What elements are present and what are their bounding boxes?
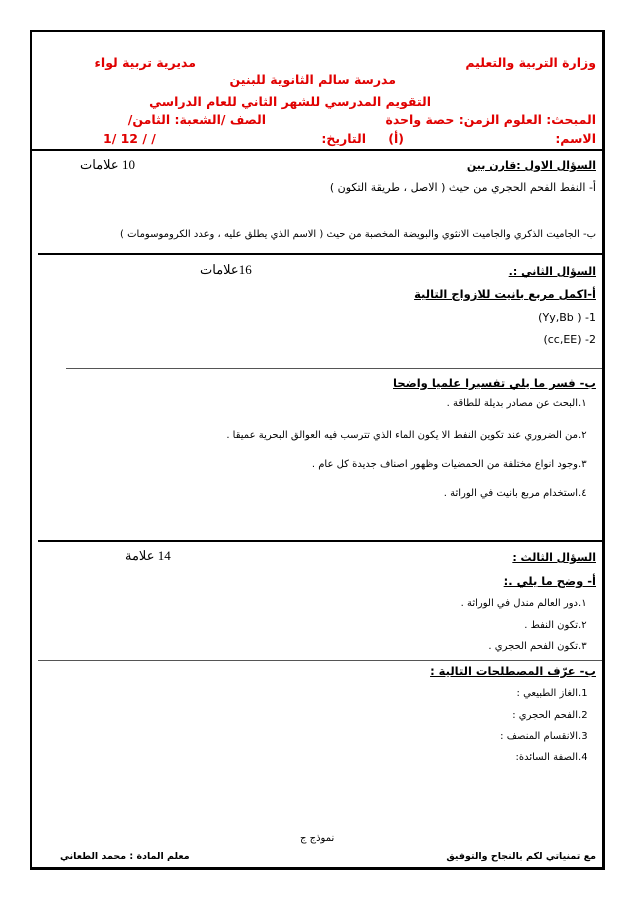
q2-a-item-2: 2- (cc,EE): [543, 333, 596, 346]
item-number: 3.: [578, 731, 588, 742]
q1-title: السؤال الاول :قارن بين: [466, 159, 596, 172]
q3-b-item-1: [517, 688, 596, 699]
item-number: ٢.: [578, 620, 587, 631]
q2-b-item-2: [226, 430, 596, 441]
item-text: الانقسام المنصف :: [500, 731, 578, 742]
assessment-title: التقويم المدرسي للشهر الثاني للعام الدراسي: [149, 94, 431, 109]
q2-divider: [38, 540, 604, 542]
q3-a-item-2: [524, 620, 596, 631]
model-label: نموذج ج: [300, 833, 335, 844]
date-label: التاريخ:: [321, 131, 366, 146]
item-text: وجود انواع مختلفة من الحمضيات وظهور اصناف جديدة كل عام .: [311, 459, 578, 470]
q3-b-item-3: [500, 731, 596, 742]
item-number: 1.: [578, 688, 588, 699]
item-text: تكون النفط .: [524, 620, 578, 631]
directorate-title: مديرية تربية لواء: [94, 55, 196, 70]
ministry-title: وزارة التربية والتعليم: [465, 55, 596, 70]
date-value: 1/ 12 / /: [103, 131, 156, 146]
q2-inner-divider: [66, 368, 602, 369]
item-text: الفحم الحجري :: [512, 710, 578, 721]
q1-divider: [38, 253, 604, 255]
item-text: دور العالم مندل في الوراثة .: [460, 598, 578, 609]
q3-title: السؤال الثالث :: [512, 551, 596, 564]
item-text: من الضروري عند تكوين النفط الا يكون الماء الذي تترسب فيه العوالق البحرية عميقا .: [226, 430, 578, 441]
closing-wishes: مع تمنياتي لكم بالنجاح والتوفيق: [446, 851, 596, 862]
item-number: ١.: [578, 398, 587, 409]
subject-line: المبحث: العلوم الزمن: حصة واحدة: [385, 112, 596, 127]
item-number: ٤.: [578, 488, 587, 499]
item-number: ٣.: [578, 641, 587, 652]
q3-inner-divider: [38, 660, 602, 661]
q3-a-item-1: [461, 598, 596, 609]
q2-title: السؤال الثاني :.: [508, 265, 596, 278]
q1-part-a: أ- النفط الفحم الحجري من حيث ( الاصل ، طريقة التكون ): [329, 181, 596, 194]
item-text: الغاز الطبيعي :: [516, 688, 578, 699]
header-divider: [32, 149, 604, 151]
item-number: ٣.: [578, 459, 587, 470]
grade-line: الصف /الشعبة: الثامن/: [127, 112, 266, 127]
q3-part-b-title: ب- عرّف المصطلحات التالية :: [430, 664, 596, 678]
q3-part-a-title: أ- وضح ما يلي .:: [503, 574, 596, 588]
section-mark: (أ): [388, 131, 404, 146]
q2-b-item-1: [447, 398, 596, 409]
item-text: تكون الفحم الحجري .: [488, 641, 578, 652]
q1-part-b: ب- الجاميت الذكري والجاميت الانثوي والبويضة المخصبة من حيث ( الاسم الذي يطلق عليه ، وعدد الكروموسومات ): [120, 229, 596, 240]
q2-b-item-4: [444, 488, 596, 499]
item-text: استخدام مربع بانيت في الوراثة .: [443, 488, 578, 499]
item-number: ٢.: [578, 430, 587, 441]
q3-marks: 14 علامة: [125, 548, 171, 563]
item-number: ١.: [578, 598, 587, 609]
q3-a-item-3: [488, 641, 596, 652]
q2-marks: 16علامات: [200, 262, 252, 277]
q2-part-b-title: ب- فسر ما يلي تفسيرا علميا واضحا: [393, 376, 596, 390]
q2-a-item-1: 1- ( Yy,Bb): [538, 311, 596, 324]
name-label: الاسم:: [555, 131, 596, 146]
q2-b-item-3: [312, 459, 596, 470]
teacher-signature: معلم المادة : محمد الطعاني: [60, 851, 190, 862]
item-text: الصفة السائدة:: [515, 752, 578, 763]
item-number: 4.: [578, 752, 588, 763]
q2-part-a-title: أ-اكمل مربع بانيت للازواج التالية: [414, 287, 596, 301]
q3-b-item-4: [515, 752, 596, 763]
item-text: البحث عن مصادر بديلة للطاقة .: [446, 398, 578, 409]
q1-marks: 10 علامات: [80, 157, 135, 172]
q3-b-item-2: [512, 710, 596, 721]
item-number: 2.: [578, 710, 588, 721]
school-name: مدرسة سالم الثانوية للبنين: [229, 72, 396, 87]
exam-page-border: [30, 30, 605, 870]
